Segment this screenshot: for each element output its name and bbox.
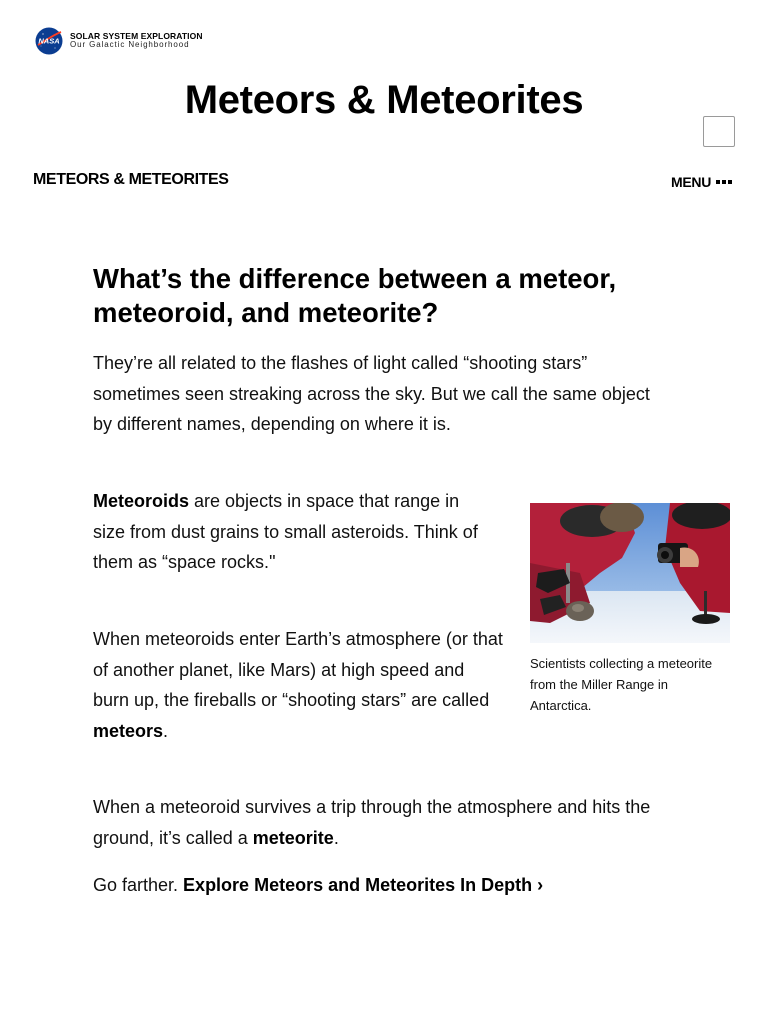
meteoroids-term: Meteoroids [93, 491, 190, 511]
brand-name: SOLAR SYSTEM EXPLORATION [70, 30, 203, 41]
meteors-end: . [163, 720, 169, 741]
meteoroids-paragraph [93, 486, 485, 578]
article-headline: What’s the difference between a meteor, meteoroid, and meteorite? [93, 263, 617, 328]
site-brand[interactable] [35, 27, 203, 55]
go-farther-paragraph [93, 870, 673, 901]
search-toggle-box[interactable] [703, 116, 735, 147]
meteoroids-text: are objects in space that range in size from dust grains to small asteroids. Think of them as “space rocks." [93, 491, 478, 572]
intro-paragraph: They’re all related to the flashes of light called “shooting stars” sometimes seen streaking across the sky. But we call the same object by different names, depending on where it is. [93, 353, 650, 434]
meteorite-term: meteorite [252, 827, 334, 848]
menu-label: MENU [671, 174, 712, 190]
meteorite-paragraph [93, 792, 673, 853]
brand-tagline: Our Galactic Neighborhood [70, 40, 190, 50]
meteors-term: meteors [93, 720, 164, 741]
meteorite-collection-photo [530, 503, 730, 643]
svg-text:NASA: NASA [38, 36, 60, 46]
section-nav-title[interactable]: METEORS & METEORITES [33, 171, 229, 188]
nasa-logo-icon [35, 27, 63, 55]
go-farther-prefix: Go farther. [93, 875, 184, 895]
figure-caption: Scientists collecting a meteorite from the Miller Range in Antarctica. [530, 656, 713, 713]
article-figure [530, 503, 730, 716]
site-title: Meteors & Meteorites [184, 78, 584, 122]
menu-button[interactable] [671, 174, 732, 190]
meteorite-text: When a meteoroid survives a trip through the atmosphere and hits the ground, it’s called a [93, 797, 651, 848]
explore-in-depth-link[interactable]: Explore Meteors and Meteorites In Depth › [183, 875, 544, 895]
meteors-paragraph [93, 624, 503, 746]
meteors-text: When meteoroids enter Earth’s atmosphere (or that of another planet, like Mars) at high speed and burn up, the fireballs or “shooting stars” are called [93, 629, 503, 710]
meteorite-end: . [333, 827, 339, 848]
more-dots-icon [716, 180, 732, 184]
